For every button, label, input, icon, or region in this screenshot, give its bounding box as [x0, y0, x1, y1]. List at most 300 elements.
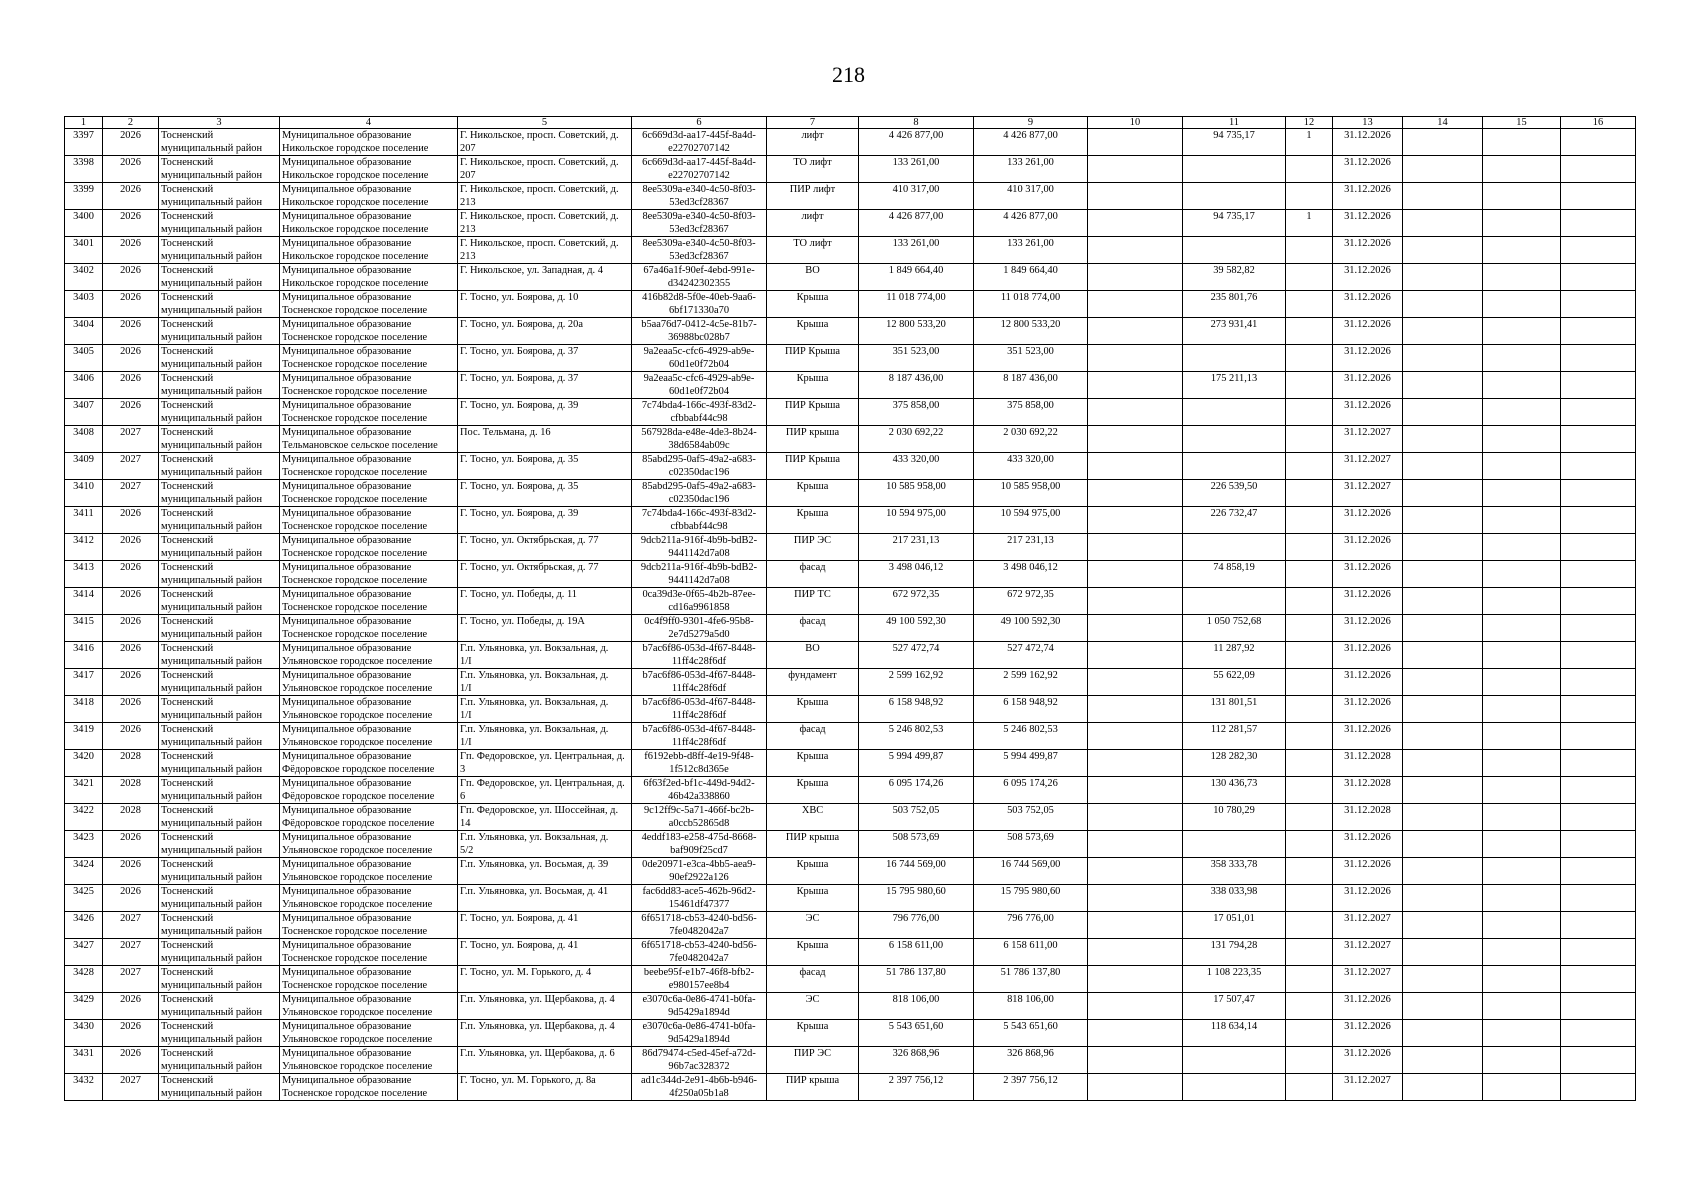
amount-col11-cell: [1183, 831, 1286, 858]
house-guid-cell: [632, 264, 767, 291]
district-cell: [159, 696, 280, 723]
work-type-cell: Крыша: [767, 696, 859, 723]
amount-col11-cell: 338 033,98: [1183, 885, 1286, 912]
house-guid-line: 9a2eaa5c-cfc6-4929-ab9e-: [643, 346, 755, 357]
deadline-date-cell: 31.12.2026: [1333, 399, 1403, 426]
record-number-cell: 3425: [65, 885, 103, 912]
work-type-cell: Крыша: [767, 291, 859, 318]
district-line: Тосненский: [161, 1075, 214, 1086]
amount-col10-cell: [1088, 696, 1183, 723]
amount-col9-cell: 5 246 802,53: [974, 723, 1088, 750]
col15-cell-cell: [1483, 507, 1561, 534]
district-line: муниципальный район: [161, 278, 263, 289]
house-guid-line: 9c12ff9c-5a71-466f-bc2b-: [643, 805, 755, 816]
record-number-cell: 3405: [65, 345, 103, 372]
house-guid-line: c02350dac196: [668, 467, 730, 478]
amount-total-cell: 10 594 975,00: [859, 507, 974, 534]
deadline-date-cell: 31.12.2027: [1333, 966, 1403, 993]
work-type-cell: ЭС: [767, 993, 859, 1020]
municipality-line: Тосненское городское поселение: [282, 521, 428, 532]
column-number: 16: [1561, 117, 1636, 129]
work-type-cell: Крыша: [767, 372, 859, 399]
district-cell: [159, 993, 280, 1020]
amount-col9-cell: 11 018 774,00: [974, 291, 1088, 318]
amount-col10-cell: [1088, 858, 1183, 885]
address-cell: [458, 750, 632, 777]
column-number: 15: [1483, 117, 1561, 129]
address-cell: [458, 534, 632, 561]
col14-cell-cell: [1403, 831, 1483, 858]
house-guid-line: e980157ee8b4: [668, 980, 730, 991]
house-guid-cell: [632, 885, 767, 912]
municipality-line: Ульяновское городское поселение: [282, 872, 433, 883]
address-line: Г. Тосно, ул. Боярова, д. 39: [460, 508, 579, 519]
address-line: Г.п. Ульяновка, ул. Вокзальная, д.: [460, 697, 609, 708]
count-col12-cell: [1286, 183, 1333, 210]
amount-col10-cell: [1088, 669, 1183, 696]
district-cell: [159, 318, 280, 345]
col15-cell-cell: [1483, 183, 1561, 210]
address-line: Г. Никольское, просп. Советский, д.: [460, 130, 619, 141]
amount-col11-cell: 131 801,51: [1183, 696, 1286, 723]
count-col12-cell: [1286, 804, 1333, 831]
municipality-cell: [280, 372, 458, 399]
address-cell: [458, 480, 632, 507]
house-guid-cell: [632, 345, 767, 372]
record-number-cell: 3430: [65, 1020, 103, 1047]
year-cell: 2026: [103, 723, 159, 750]
deadline-date-cell: 31.12.2026: [1333, 561, 1403, 588]
record-number-cell: 3413: [65, 561, 103, 588]
house-guid-line: 7fe0482042a7: [669, 926, 729, 937]
count-col12-cell: [1286, 264, 1333, 291]
district-line: муниципальный район: [161, 953, 263, 964]
house-guid-line: 6f651718-cb53-4240-bd56-: [641, 940, 757, 951]
house-guid-cell: [632, 129, 767, 156]
amount-col9-cell: 4 426 877,00: [974, 129, 1088, 156]
record-number-cell: 3411: [65, 507, 103, 534]
amount-col11-cell: 94 735,17: [1183, 210, 1286, 237]
district-line: Тосненский: [161, 778, 214, 789]
col14-cell-cell: [1403, 129, 1483, 156]
col14-cell-cell: [1403, 156, 1483, 183]
district-line: муниципальный район: [161, 386, 263, 397]
municipality-line: Муниципальное образование: [282, 724, 412, 735]
col14-cell-cell: [1403, 453, 1483, 480]
address-line: Пос. Тельмана, д. 16: [460, 427, 551, 438]
municipality-line: Никольское городское поселение: [282, 224, 429, 235]
district-line: муниципальный район: [161, 1034, 263, 1045]
municipality-line: Муниципальное образование: [282, 346, 412, 357]
record-number-cell: 3415: [65, 615, 103, 642]
house-guid-line: 11ff4c28f6df: [671, 683, 727, 694]
amount-total-cell: 51 786 137,80: [859, 966, 974, 993]
amount-col11-cell: [1183, 1074, 1286, 1101]
record-number-cell: 3428: [65, 966, 103, 993]
table-row: [65, 534, 1636, 561]
address-line: Г.п. Ульяновка, ул. Щербакова, д. 4: [460, 1021, 615, 1032]
col15-cell-cell: [1483, 426, 1561, 453]
count-col12-cell: [1286, 831, 1333, 858]
house-guid-line: 8ee5309a-e340-4c50-8f03-: [642, 184, 756, 195]
col16-cell-cell: [1561, 750, 1636, 777]
col16-cell-cell: [1561, 399, 1636, 426]
district-cell: [159, 480, 280, 507]
house-guid-line: 8ee5309a-e340-4c50-8f03-: [642, 238, 756, 249]
municipality-line: Тосненское городское поселение: [282, 1088, 428, 1099]
district-line: Тосненский: [161, 751, 214, 762]
year-cell: 2026: [103, 291, 159, 318]
amount-col10-cell: [1088, 372, 1183, 399]
work-type-cell: фундамент: [767, 669, 859, 696]
work-type-cell: ЭС: [767, 912, 859, 939]
amount-col11-cell: 74 858,19: [1183, 561, 1286, 588]
col15-cell-cell: [1483, 723, 1561, 750]
deadline-date-cell: 31.12.2026: [1333, 615, 1403, 642]
house-guid-line: 11ff4c28f6df: [671, 737, 727, 748]
col15-cell-cell: [1483, 912, 1561, 939]
col14-cell-cell: [1403, 588, 1483, 615]
record-number-cell: 3426: [65, 912, 103, 939]
house-guid-line: 2e7d5279a5d0: [668, 629, 730, 640]
work-type-cell: Крыша: [767, 318, 859, 345]
amount-col9-cell: 2 397 756,12: [974, 1074, 1088, 1101]
amount-col11-cell: 10 780,29: [1183, 804, 1286, 831]
municipality-line: Тосненское городское поселение: [282, 575, 428, 586]
record-number-cell: 3399: [65, 183, 103, 210]
col16-cell-cell: [1561, 642, 1636, 669]
amount-total-cell: 410 317,00: [859, 183, 974, 210]
municipality-line: Муниципальное образование: [282, 643, 412, 654]
district-line: Тосненский: [161, 562, 214, 573]
amount-col11-cell: 235 801,76: [1183, 291, 1286, 318]
amount-col9-cell: 351 523,00: [974, 345, 1088, 372]
col16-cell-cell: [1561, 372, 1636, 399]
count-col12-cell: [1286, 372, 1333, 399]
column-number-row: [65, 117, 1636, 129]
amount-col10-cell: [1088, 642, 1183, 669]
house-guid-cell: [632, 237, 767, 264]
year-cell: 2027: [103, 1074, 159, 1101]
amount-col10-cell: [1088, 723, 1183, 750]
address-line: 14: [460, 818, 471, 829]
district-line: Тосненский: [161, 994, 214, 1005]
col14-cell-cell: [1403, 1047, 1483, 1074]
col15-cell-cell: [1483, 453, 1561, 480]
district-line: Тосненский: [161, 967, 214, 978]
house-guid-line: e3070c6a-0e86-4741-b0fa-: [642, 994, 756, 1005]
work-type-cell: Крыша: [767, 939, 859, 966]
record-number-cell: 3402: [65, 264, 103, 291]
deadline-date-cell: 31.12.2028: [1333, 804, 1403, 831]
deadline-date-cell: 31.12.2026: [1333, 993, 1403, 1020]
house-guid-line: ad1c344d-2e91-4b6b-b946-: [641, 1075, 757, 1086]
amount-col11-cell: 358 333,78: [1183, 858, 1286, 885]
municipality-line: Тельмановское сельское поселение: [282, 440, 438, 451]
house-guid-line: 416b82d8-5f0e-40eb-9aa6-: [642, 292, 756, 303]
record-number-cell: 3421: [65, 777, 103, 804]
municipality-cell: [280, 237, 458, 264]
house-guid-line: 96b7ac328372: [668, 1061, 730, 1072]
district-line: муниципальный район: [161, 764, 263, 775]
municipality-line: Муниципальное образование: [282, 427, 412, 438]
house-guid-cell: [632, 453, 767, 480]
deadline-date-cell: 31.12.2026: [1333, 885, 1403, 912]
district-line: Тосненский: [161, 157, 214, 168]
table-row: [65, 507, 1636, 534]
municipality-cell: [280, 210, 458, 237]
municipality-line: Никольское городское поселение: [282, 251, 429, 262]
amount-col9-cell: 2 030 692,22: [974, 426, 1088, 453]
district-cell: [159, 1047, 280, 1074]
deadline-date-cell: 31.12.2027: [1333, 912, 1403, 939]
col14-cell-cell: [1403, 669, 1483, 696]
col14-cell-cell: [1403, 696, 1483, 723]
col15-cell-cell: [1483, 669, 1561, 696]
municipality-line: Муниципальное образование: [282, 859, 412, 870]
house-guid-line: f6192ebb-d8ff-4e19-9f48-: [644, 751, 754, 762]
address-cell: [458, 912, 632, 939]
address-cell: [458, 291, 632, 318]
amount-col9-cell: 10 585 958,00: [974, 480, 1088, 507]
amount-col10-cell: [1088, 831, 1183, 858]
col14-cell-cell: [1403, 372, 1483, 399]
work-type-cell: фасад: [767, 615, 859, 642]
address-cell: [458, 399, 632, 426]
district-line: муниципальный район: [161, 710, 263, 721]
house-guid-cell: [632, 723, 767, 750]
col16-cell-cell: [1561, 237, 1636, 264]
deadline-date-cell: 31.12.2026: [1333, 669, 1403, 696]
col16-cell-cell: [1561, 345, 1636, 372]
record-number-cell: 3432: [65, 1074, 103, 1101]
municipality-line: Ульяновское городское поселение: [282, 710, 433, 721]
address-cell: [458, 561, 632, 588]
col16-cell-cell: [1561, 156, 1636, 183]
house-guid-line: 9441142d7a08: [668, 548, 730, 559]
deadline-date-cell: 31.12.2027: [1333, 1074, 1403, 1101]
district-line: муниципальный район: [161, 521, 263, 532]
deadline-date-cell: 31.12.2026: [1333, 507, 1403, 534]
amount-col9-cell: 8 187 436,00: [974, 372, 1088, 399]
address-cell: [458, 885, 632, 912]
municipality-cell: [280, 723, 458, 750]
district-cell: [159, 804, 280, 831]
district-line: муниципальный район: [161, 575, 263, 586]
district-cell: [159, 399, 280, 426]
district-cell: [159, 291, 280, 318]
deadline-date-cell: 31.12.2026: [1333, 210, 1403, 237]
district-cell: [159, 183, 280, 210]
col14-cell-cell: [1403, 939, 1483, 966]
amount-col10-cell: [1088, 912, 1183, 939]
house-guid-line: 85abd295-0af5-49a2-a683-: [642, 454, 756, 465]
address-line: Г.п. Ульяновка, ул. Вокзальная, д.: [460, 643, 609, 654]
municipality-line: Муниципальное образование: [282, 184, 412, 195]
amount-col10-cell: [1088, 264, 1183, 291]
address-cell: [458, 939, 632, 966]
table-row: [65, 561, 1636, 588]
house-guid-line: 0c4f9ff0-9301-4fe6-95b8-: [644, 616, 754, 627]
address-cell: [458, 642, 632, 669]
address-line: Г.п. Ульяновка, ул. Восьмая, д. 41: [460, 886, 609, 897]
year-cell: 2026: [103, 885, 159, 912]
record-number-cell: 3422: [65, 804, 103, 831]
municipality-line: Муниципальное образование: [282, 562, 412, 573]
house-guid-cell: [632, 993, 767, 1020]
record-number-cell: 3423: [65, 831, 103, 858]
table-row: [65, 993, 1636, 1020]
amount-col9-cell: 10 594 975,00: [974, 507, 1088, 534]
district-line: муниципальный район: [161, 440, 263, 451]
count-col12-cell: [1286, 939, 1333, 966]
district-line: муниципальный район: [161, 494, 263, 505]
deadline-date-cell: 31.12.2026: [1333, 588, 1403, 615]
house-guid-cell: [632, 804, 767, 831]
col15-cell-cell: [1483, 156, 1561, 183]
house-guid-line: 38d6584ab09c: [668, 440, 730, 451]
col14-cell-cell: [1403, 966, 1483, 993]
district-cell: [159, 372, 280, 399]
district-line: муниципальный район: [161, 737, 263, 748]
year-cell: 2026: [103, 642, 159, 669]
address-line: 5/2: [460, 845, 474, 856]
col15-cell-cell: [1483, 966, 1561, 993]
address-line: Г. Тосно, ул. М. Горького, д. 8а: [460, 1075, 596, 1086]
work-type-cell: Крыша: [767, 480, 859, 507]
count-col12-cell: [1286, 912, 1333, 939]
amount-col9-cell: 49 100 592,30: [974, 615, 1088, 642]
deadline-date-cell: 31.12.2027: [1333, 939, 1403, 966]
district-line: Тосненский: [161, 724, 214, 735]
address-cell: [458, 210, 632, 237]
house-guid-line: d34242302355: [667, 278, 731, 289]
municipality-line: Муниципальное образование: [282, 130, 412, 141]
work-type-cell: ПИР Крыша: [767, 345, 859, 372]
municipality-cell: [280, 129, 458, 156]
house-guid-line: 6f651718-cb53-4240-bd56-: [641, 913, 757, 924]
address-cell: [458, 831, 632, 858]
table-row: [65, 777, 1636, 804]
col15-cell-cell: [1483, 858, 1561, 885]
amount-col9-cell: 433 320,00: [974, 453, 1088, 480]
address-line: Г. Тосно, ул. Победы, д. 11: [460, 589, 578, 600]
deadline-date-cell: 31.12.2028: [1333, 777, 1403, 804]
col16-cell-cell: [1561, 966, 1636, 993]
table-row: [65, 237, 1636, 264]
column-number: 8: [859, 117, 974, 129]
year-cell: 2028: [103, 777, 159, 804]
municipality-line: Муниципальное образование: [282, 697, 412, 708]
col14-cell-cell: [1403, 642, 1483, 669]
house-guid-cell: [632, 480, 767, 507]
amount-col11-cell: 17 507,47: [1183, 993, 1286, 1020]
house-guid-cell: [632, 696, 767, 723]
house-guid-cell: [632, 939, 767, 966]
amount-total-cell: 508 573,69: [859, 831, 974, 858]
district-line: Тосненский: [161, 265, 214, 276]
col16-cell-cell: [1561, 615, 1636, 642]
work-type-cell: фасад: [767, 723, 859, 750]
address-line: Г. Тосно, ул. Победы, д. 19А: [460, 616, 585, 627]
municipality-cell: [280, 993, 458, 1020]
col14-cell-cell: [1403, 804, 1483, 831]
amount-total-cell: 818 106,00: [859, 993, 974, 1020]
municipality-line: Муниципальное образование: [282, 508, 412, 519]
year-cell: 2026: [103, 372, 159, 399]
municipality-line: Ульяновское городское поселение: [282, 656, 433, 667]
address-cell: [458, 129, 632, 156]
address-cell: [458, 372, 632, 399]
municipality-line: Муниципальное образование: [282, 805, 412, 816]
col16-cell-cell: [1561, 993, 1636, 1020]
amount-col10-cell: [1088, 480, 1183, 507]
record-number-cell: 3398: [65, 156, 103, 183]
table-row: [65, 939, 1636, 966]
district-cell: [159, 615, 280, 642]
address-cell: [458, 993, 632, 1020]
col16-cell-cell: [1561, 669, 1636, 696]
deadline-date-cell: 31.12.2026: [1333, 318, 1403, 345]
municipality-line: Ульяновское городское поселение: [282, 683, 433, 694]
column-number: 6: [632, 117, 767, 129]
address-line: Г.п. Ульяновка, ул. Восьмая, д. 39: [460, 859, 609, 870]
work-type-cell: Крыша: [767, 507, 859, 534]
municipality-cell: [280, 750, 458, 777]
col15-cell-cell: [1483, 561, 1561, 588]
district-cell: [159, 588, 280, 615]
year-cell: 2026: [103, 210, 159, 237]
count-col12-cell: [1286, 561, 1333, 588]
deadline-date-cell: 31.12.2026: [1333, 129, 1403, 156]
amount-col9-cell: 6 158 611,00: [974, 939, 1088, 966]
municipality-cell: [280, 507, 458, 534]
municipality-line: Никольское городское поселение: [282, 278, 429, 289]
house-guid-line: 6c669d3d-aa17-445f-8a4d-: [642, 157, 756, 168]
amount-total-cell: 16 744 569,00: [859, 858, 974, 885]
year-cell: 2027: [103, 453, 159, 480]
col16-cell-cell: [1561, 264, 1636, 291]
municipality-cell: [280, 561, 458, 588]
col14-cell-cell: [1403, 723, 1483, 750]
amount-total-cell: 5 994 499,87: [859, 750, 974, 777]
district-line: Тосненский: [161, 1048, 214, 1059]
house-guid-line: 9d5429a1894d: [668, 1007, 730, 1018]
address-cell: [458, 318, 632, 345]
district-line: Тосненский: [161, 319, 214, 330]
amount-total-cell: 527 472,74: [859, 642, 974, 669]
deadline-date-cell: 31.12.2026: [1333, 156, 1403, 183]
table-row: [65, 372, 1636, 399]
district-cell: [159, 669, 280, 696]
district-line: Тосненский: [161, 346, 214, 357]
amount-total-cell: 433 320,00: [859, 453, 974, 480]
col15-cell-cell: [1483, 642, 1561, 669]
address-line: Г. Тосно, ул. Октябрьская, д. 77: [460, 562, 599, 573]
house-guid-line: e22702707142: [668, 143, 730, 154]
house-guid-cell: [632, 534, 767, 561]
address-line: Г. Тосно, ул. Боярова, д. 41: [460, 913, 579, 924]
amount-col9-cell: 5 994 499,87: [974, 750, 1088, 777]
deadline-date-cell: 31.12.2026: [1333, 534, 1403, 561]
amount-col11-cell: 226 539,50: [1183, 480, 1286, 507]
house-guid-cell: [632, 156, 767, 183]
work-type-cell: ПИР лифт: [767, 183, 859, 210]
house-guid-line: 7c74bda4-166c-493f-83d2-: [641, 400, 757, 411]
house-guid-cell: [632, 966, 767, 993]
col16-cell-cell: [1561, 183, 1636, 210]
amount-total-cell: 4 426 877,00: [859, 210, 974, 237]
